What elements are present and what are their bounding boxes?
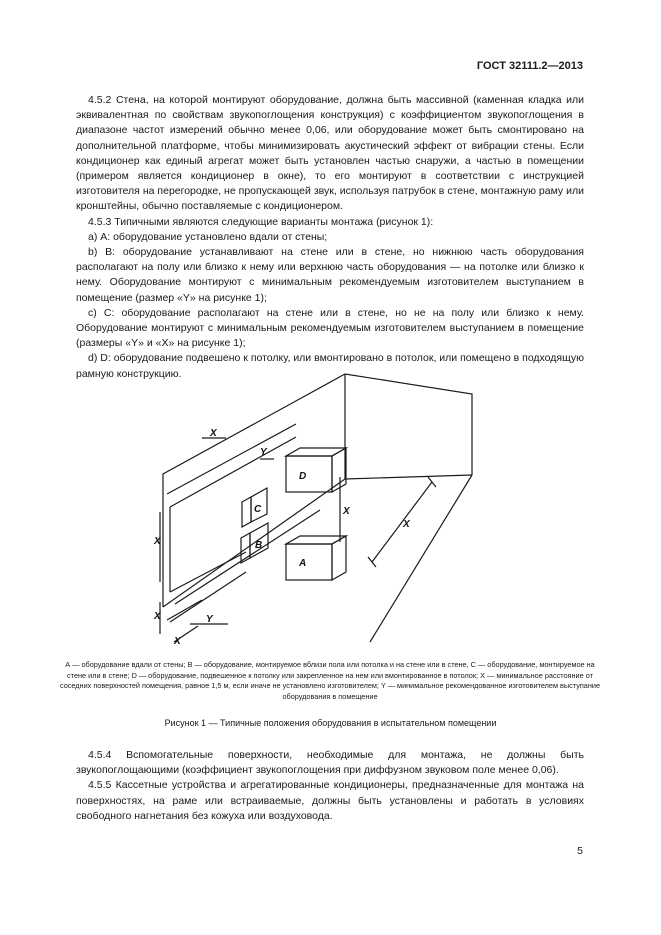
figure-1 [150,372,490,657]
label-a: A [299,558,307,569]
figure-legend: А — оборудование вдали от стены; В — оборудование, монтируемое вблизи пола или потолка и на стене или в стене, С — оборудование, монтируемое на стене или в стене; D — оборудование, подвешенное к потолку или закрепленное на нем или вмонтированное в потолок; X — минимальное расстояние от соседних поверхностей помещения, равное 1,5 м, если иначе не установлено изготовителем; Y — минимальное рекомендованное изготовителем выступание оборудования в помещение [59,660,601,701]
list-item-b: b) В: оборудование устанавливают на стене или в стене, но нижнюю часть оборудования располагают на полу или близко к нему или верхнюю часть оборудования — на потолке или близко к нему. Оборудование монтируют с минимальным рекомендуемым изготовителем выступанием в помещение (размер «Y» на рисунке 1); [76,246,584,304]
label-y-floor: Y [206,614,213,625]
box-d [286,456,332,492]
body-text-top [76,93,584,382]
room-diagram [150,372,490,657]
figure-caption: Рисунок 1 — Типичные положения оборудования в испытательном помещении [164,718,497,728]
label-d: D [299,471,307,482]
page-number: 5 [577,845,583,857]
label-x-top: X [210,428,217,439]
label-x-floor: X [403,519,410,530]
paragraph-4-5-2: 4.5.2 Стена, на которой монтируют оборудование, должна быть массивной (каменная кладка или эквивалентная по свойствам звукопоглощения конструкция) с коэффициентом звукопоглощения в диапазоне частот измерений обычно менее 0,06, или оборудование может быть смонтировано на дополнительной платформе, чтобы минимизировать акустический эффект от вибрации стены. Если кондиционер как единый агрегат может быть установлен частью снаружи, а частью в помещении (примером является кондиционер в окне), то его монтируют в соответствии с инструкцией изготовителя на перегородке, не пропускающей звук, используя патрубок в стене, монтажную раму или кронштейны, обычно поставляемые с кондиционером. [76,94,584,213]
label-x-lower: X [154,611,161,622]
paragraph-4-5-5: 4.5.5 Кассетные устройства и агрегатированные кондиционеры, предназначенные для монтажа на поверхностях, на раме или встраиваемые, должны быть установлены и работать в условиях свободного нагнетания без кожуха или воздуховода. [76,779,584,822]
paragraph-4-5-4: 4.5.4 Вспомогательные поверхности, необходимые для монтажа, не должны быть звукопоглощающими (коэффициент звукопоглощения при диффузном звуковом поле менее 0,06). [76,749,584,777]
document-header: ГОСТ 32111.2—2013 [476,60,583,72]
label-x-right: X [343,506,350,517]
label-b: B [255,540,263,551]
list-item-c: c) С: оборудование располагают на стене или в стене, но не на полу или близко к нему. Оборудование монтируют с минимальным рекомендуемым изготовителем выступанием в помещение (размеры «Y» и «X» на рисунке 1); [76,306,584,350]
label-x-left: X [154,536,161,547]
body-text-bottom [76,748,584,824]
list-item-a: a) А: оборудование установлено вдали от стены; [88,230,328,243]
label-c: C [254,504,262,515]
label-x-floor-left: X [174,636,181,647]
label-y-top: Y [260,447,267,458]
box-a [286,544,332,580]
paragraph-4-5-3: 4.5.3 Типичными являются следующие варианты монтажа (рисунок 1): [88,215,434,228]
list-item-d: d) D: оборудование подвешено к потолку, или вмонтировано в потолок, или помещено в подходящую рамную конструкцию. [76,352,584,380]
